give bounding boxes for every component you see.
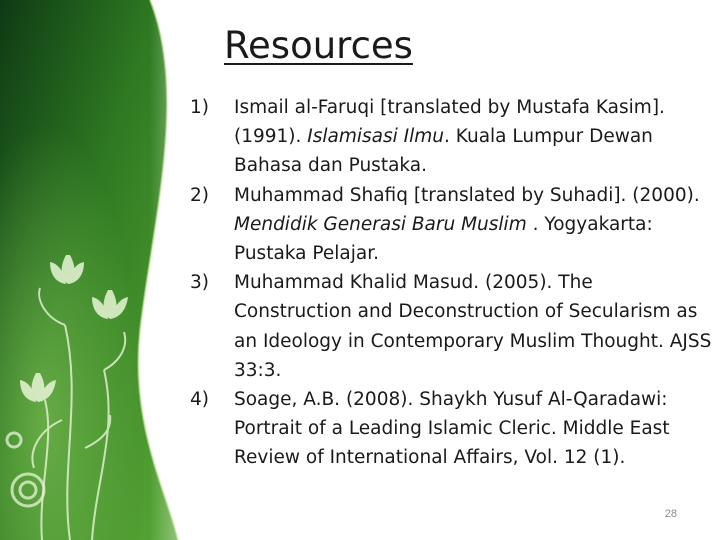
slide-title: Resources — [224, 24, 413, 67]
reference-item — [190, 181, 712, 269]
reference-number: 3) — [190, 272, 209, 294]
reference-title-italic: Mendidik Generasi Baru Muslim — [234, 213, 527, 235]
reference-text: Ismail al-Faruqi [translated by Mustafa Kasim]. (1991). — [234, 97, 665, 148]
reference-text: Muhammad Khalid Masud. (2005). The Construction and Deconstruction of Secularism as an Ideology in Contemporary Muslim Thought. AJSS 33:3. — [234, 272, 712, 381]
reference-text: Soage, A.B. (2008). Shaykh Yusuf Al-Qaradawi: Portrait of a Leading Islamic Cleric. Middle East Review of International Affairs, Vol. 12 (1). — [234, 389, 670, 469]
reference-list — [190, 93, 712, 473]
reference-item — [190, 385, 712, 473]
reference-item — [190, 268, 712, 385]
reference-item — [190, 93, 712, 181]
reference-number: 4) — [190, 389, 209, 411]
reference-title-italic: Islamisasi Ilmu — [307, 126, 444, 148]
reference-text-end: . Kuala Lumpur Dewan Bahasa dan Pustaka. — [234, 126, 653, 177]
reference-text-end: . Yogyakarta: Pustaka Pelajar. — [234, 213, 653, 265]
page-number: 28 — [664, 508, 677, 520]
reference-number: 2) — [190, 184, 209, 206]
reference-text: Muhammad Shafiq [translated by Suhadi]. (2000). — [234, 184, 700, 206]
reference-number: 1) — [190, 97, 209, 118]
